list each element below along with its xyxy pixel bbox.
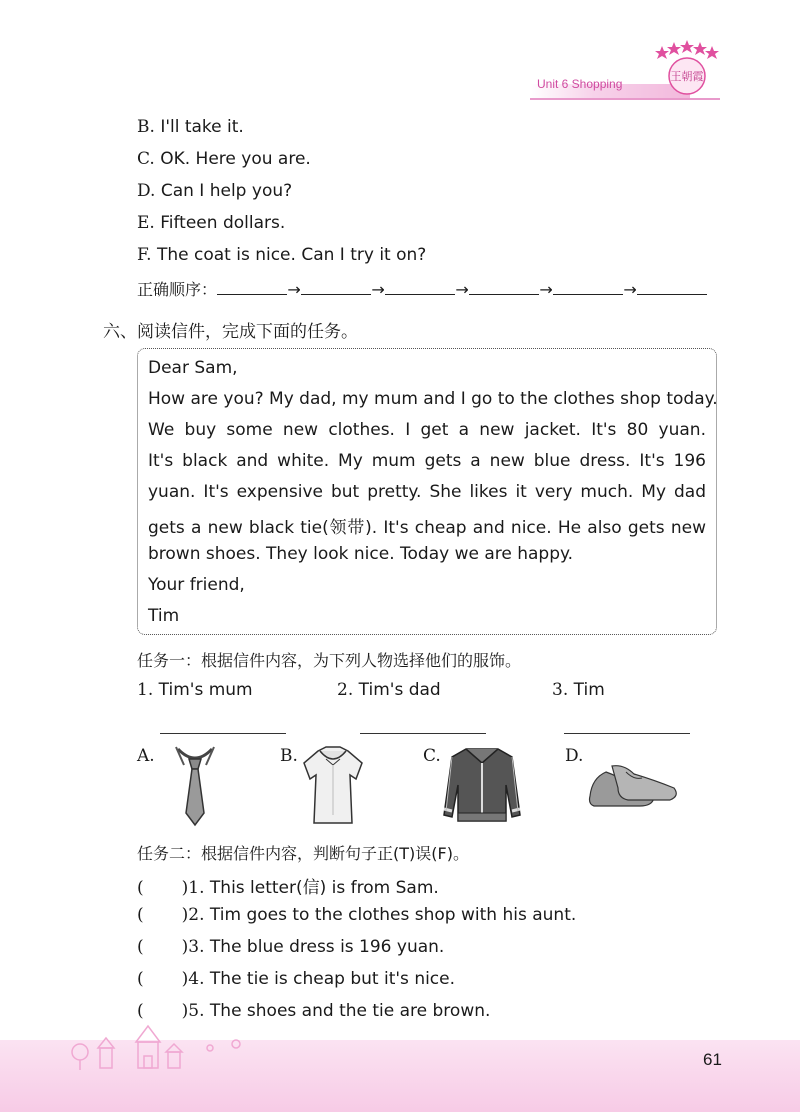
order-blank-5[interactable] [553,280,623,295]
letter-line: gets a new black tie(领带). It's cheap and nice. He also gets new [148,518,706,538]
page-number: 61 [703,1050,722,1069]
choice-a-label: A. [137,746,155,766]
arrow-icon: → [455,280,469,299]
tf-item-5: ( )5. The shoes and the tie are brown. [137,1001,491,1021]
task1-title: 任务一：根据信件内容，为下列人物选择他们的服饰。 [137,651,522,670]
option-d: D. Can I help you? [137,181,293,201]
answer-paren[interactable]: ( [137,878,144,898]
choice-c-label: C. [423,746,441,766]
letter-greeting: Dear Sam, [148,358,238,378]
task2-title: 任务二：根据信件内容，判断句子正(T)误(F)。 [137,844,469,863]
tf-item-4: ( )4. The tie is cheap but it's nice. [137,969,456,989]
tie-icon[interactable] [170,745,220,827]
order-blank-1[interactable] [217,280,287,295]
option-c: C. OK. Here you are. [137,149,311,169]
header-rule [530,98,720,100]
order-answer-row [137,277,707,300]
choice-d-label: D. [565,746,584,766]
star-icon [705,46,719,59]
order-blank-3[interactable] [385,280,455,295]
order-blank-4[interactable] [469,280,539,295]
arrow-icon: → [371,280,385,299]
answer-line-3[interactable] [564,733,690,734]
arrow-icon: → [623,280,637,299]
letter-line: How are you? My dad, my mum and I go to the clothes shop today. [148,389,718,409]
option-b: B. I'll take it. [137,117,244,137]
letter-line: brown shoes. They look nice. Today we are happy. [148,544,574,564]
choice-b-label: B. [280,746,298,766]
order-blank-6[interactable] [637,280,707,295]
task1-person-3: 3. Tim [552,680,605,700]
section6-title: 六、阅读信件，完成下面的任务。 [103,322,358,342]
option-f: F. The coat is nice. Can I try it on? [137,245,427,265]
castle-decoration-icon [60,1022,260,1072]
arrow-icon: → [287,280,301,299]
shoes-icon[interactable] [584,760,684,814]
letter-closing: Your friend, [148,575,245,595]
option-e: E. Fifteen dollars. [137,213,286,233]
arrow-icon: → [539,280,553,299]
order-blank-2[interactable] [301,280,371,295]
star-icon [680,40,694,53]
order-label: 正确顺序： [137,280,218,299]
answer-paren[interactable]: ( [137,937,144,957]
letter-line: yuan. It's expensive but pretty. She likes it very much. My dad [148,482,706,502]
star-icon [667,42,681,55]
badge-text: 王朝霞 [670,70,704,83]
letter-line: It's black and white. My mum gets a new blue dress. It's 196 [148,451,706,471]
publisher-badge-icon [652,36,722,96]
answer-paren[interactable]: ( [137,1001,144,1021]
letter-line: We buy some new clothes. I get a new jacket. It's 80 yuan. [148,420,706,440]
answer-line-1[interactable] [160,733,286,734]
task1-person-1: 1. Tim's mum [137,680,253,700]
jacket-icon[interactable] [440,745,524,827]
answer-paren[interactable]: ( [137,969,144,989]
tf-item-3: ( )3. The blue dress is 196 yuan. [137,937,445,957]
dress-icon[interactable] [298,745,368,825]
star-icon [693,42,707,55]
task1-person-2: 2. Tim's dad [337,680,441,700]
letter-signature: Tim [148,606,180,626]
tf-item-2: ( )2. Tim goes to the clothes shop with his aunt. [137,905,577,925]
answer-line-2[interactable] [360,733,486,734]
unit-title: Unit 6 Shopping [537,77,623,91]
tf-item-1: ( )1. This letter(信) is from Sam. [137,878,439,898]
star-icon [655,46,669,59]
answer-paren[interactable]: ( [137,905,144,925]
